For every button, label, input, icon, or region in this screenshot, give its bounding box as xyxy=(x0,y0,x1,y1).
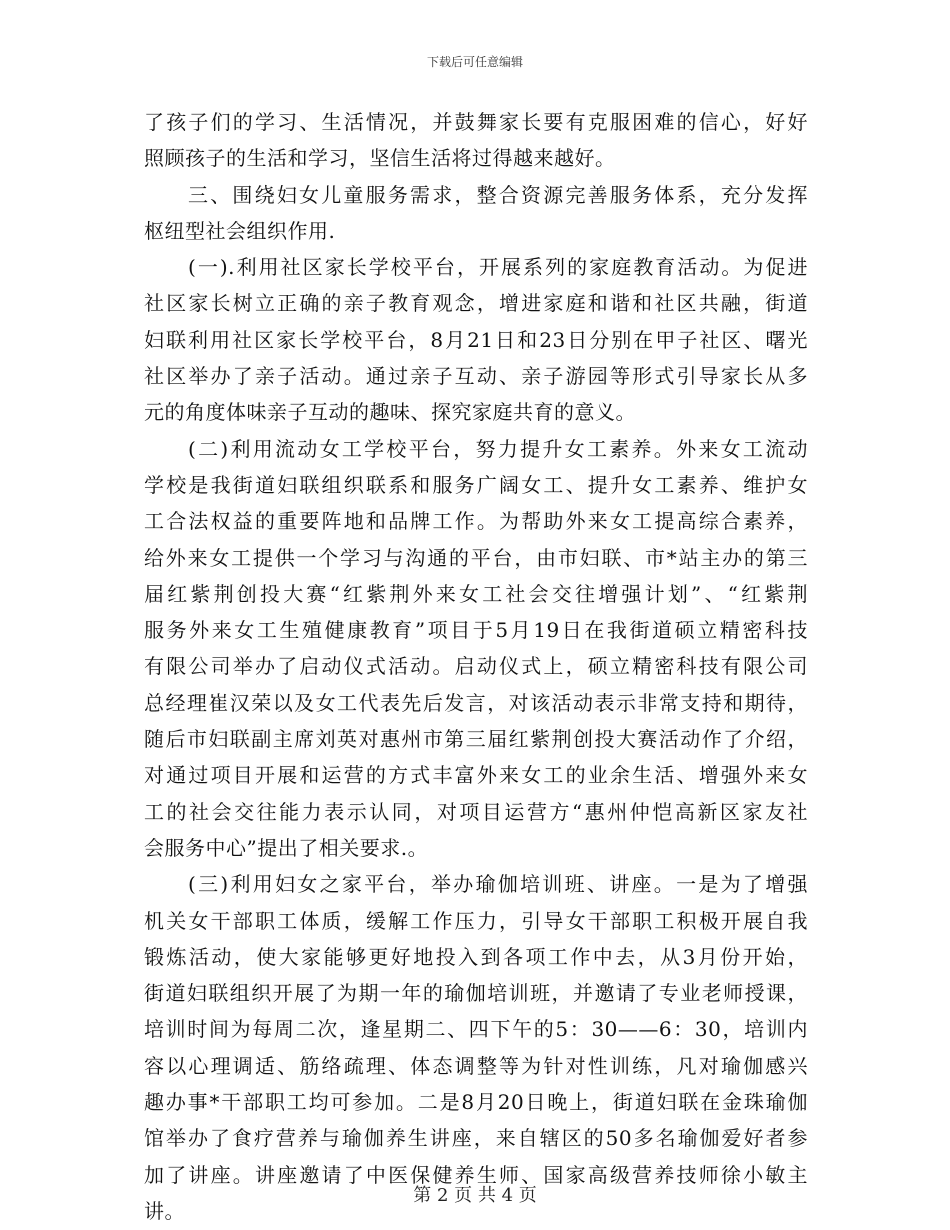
text-line: 趣办事*干部职工均可参加。二是8月20日晚上，街道妇联在金珠瑜伽 xyxy=(144,1090,808,1115)
text-line: 枢纽型社会组织作用. xyxy=(144,218,336,243)
text-line: 机关女干部职工体质，缓解工作压力，引导女干部职工积极开展自我 xyxy=(144,908,808,933)
text-line: 培训时间为每周二次，逢星期二、四下午的5：30——6：30，培训内 xyxy=(144,1017,808,1042)
text-line: 三、围绕妇女儿童服务需求，整合资源完善服务体系，充分发挥 xyxy=(188,182,808,207)
text-line: 容以心理调适、筋络疏理、体态调整等为针对性训练，凡对瑜伽感兴 xyxy=(144,1053,808,1078)
text-line: (一).利用社区家长学校平台，开展系列的家庭教育活动。为促进 xyxy=(188,255,808,280)
text-line: 总经理崔汉荣以及女工代表先后发言，对该活动表示非常支持和期待， xyxy=(144,690,808,715)
text-line: (二)利用流动女工学校平台，努力提升女工素养。外来女工流动 xyxy=(188,436,808,461)
paragraph xyxy=(144,104,808,177)
text-line: 馆举办了食疗营养与瑜伽养生讲座，来自辖区的50多名瑜伽爱好者参 xyxy=(144,1126,808,1151)
paragraph xyxy=(144,431,808,867)
document-body xyxy=(144,104,808,1229)
text-line: 服务外来女工生殖健康教育”项目于5月19日在我街道硕立精密科技 xyxy=(144,618,808,643)
text-line: 妇联利用社区家长学校平台，8月21日和23日分别在甲子社区、曙光 xyxy=(144,327,808,352)
text-line: 会服务中心”提出了相关要求.。 xyxy=(144,835,429,860)
text-line: 社区举办了亲子活动。通过亲子互动、亲子游园等形式引导家长从多 xyxy=(144,364,808,389)
text-line: 对通过项目开展和运营的方式丰富外来女工的业余生活、增强外来女 xyxy=(144,763,808,788)
text-line: 了孩子们的学习、生活情况，并鼓舞家长要有克服困难的信心，好好 xyxy=(144,110,808,134)
paragraph xyxy=(144,866,808,1229)
section-heading xyxy=(144,177,808,250)
text-line: 元的角度体味亲子互动的趣味、探究家庭共育的意义。 xyxy=(144,400,636,425)
text-line: 照顾孩子的生活和学习，坚信生活将过得越来越好。 xyxy=(144,146,616,171)
text-line: 随后市妇联副主席刘英对惠州市第三届红紫荆创投大赛活动作了介绍， xyxy=(144,727,808,752)
text-line: 社区家长树立正确的亲子教育观念，增进家庭和谐和社区共融，街道 xyxy=(144,291,808,316)
text-line: 学校是我街道妇联组织联系和服务广阔女工、提升女工素养、维护女 xyxy=(144,472,808,497)
text-line: 锻炼活动，使大家能够更好地投入到各项工作中去，从3月份开始， xyxy=(144,944,808,969)
text-line: 讲。 xyxy=(144,1198,185,1223)
text-line: 届红紫荆创投大赛“红紫荆外来女工社会交往增强计划”、“红紫荆 xyxy=(144,581,808,606)
text-line: (三)利用妇女之家平台，举办瑜伽培训班、讲座。一是为了增强 xyxy=(188,872,808,897)
page-header: 下载后可任意编辑 xyxy=(426,55,523,69)
text-line: 加了讲座。讲座邀请了中医保健养生师、国家高级营养技师徐小敏主 xyxy=(144,1162,808,1187)
text-line: 工合法权益的重要阵地和品牌工作。为帮助外来女工提高综合素养， xyxy=(144,509,808,534)
paragraph xyxy=(144,249,808,430)
text-line: 街道妇联组织开展了为期一年的瑜伽培训班，并邀请了专业老师授课， xyxy=(144,981,808,1006)
page-number-footer: 第 2 页 共 4 页 xyxy=(413,1185,537,1206)
text-line: 给外来女工提供一个学习与沟通的平台，由市妇联、市*站主办的第三 xyxy=(144,545,808,570)
text-line: 工的社会交往能力表示认同，对项目运营方“惠州仲恺高新区家友社 xyxy=(144,799,808,824)
text-line: 有限公司举办了启动仪式活动。启动仪式上，硕立精密科技有限公司 xyxy=(144,654,808,679)
